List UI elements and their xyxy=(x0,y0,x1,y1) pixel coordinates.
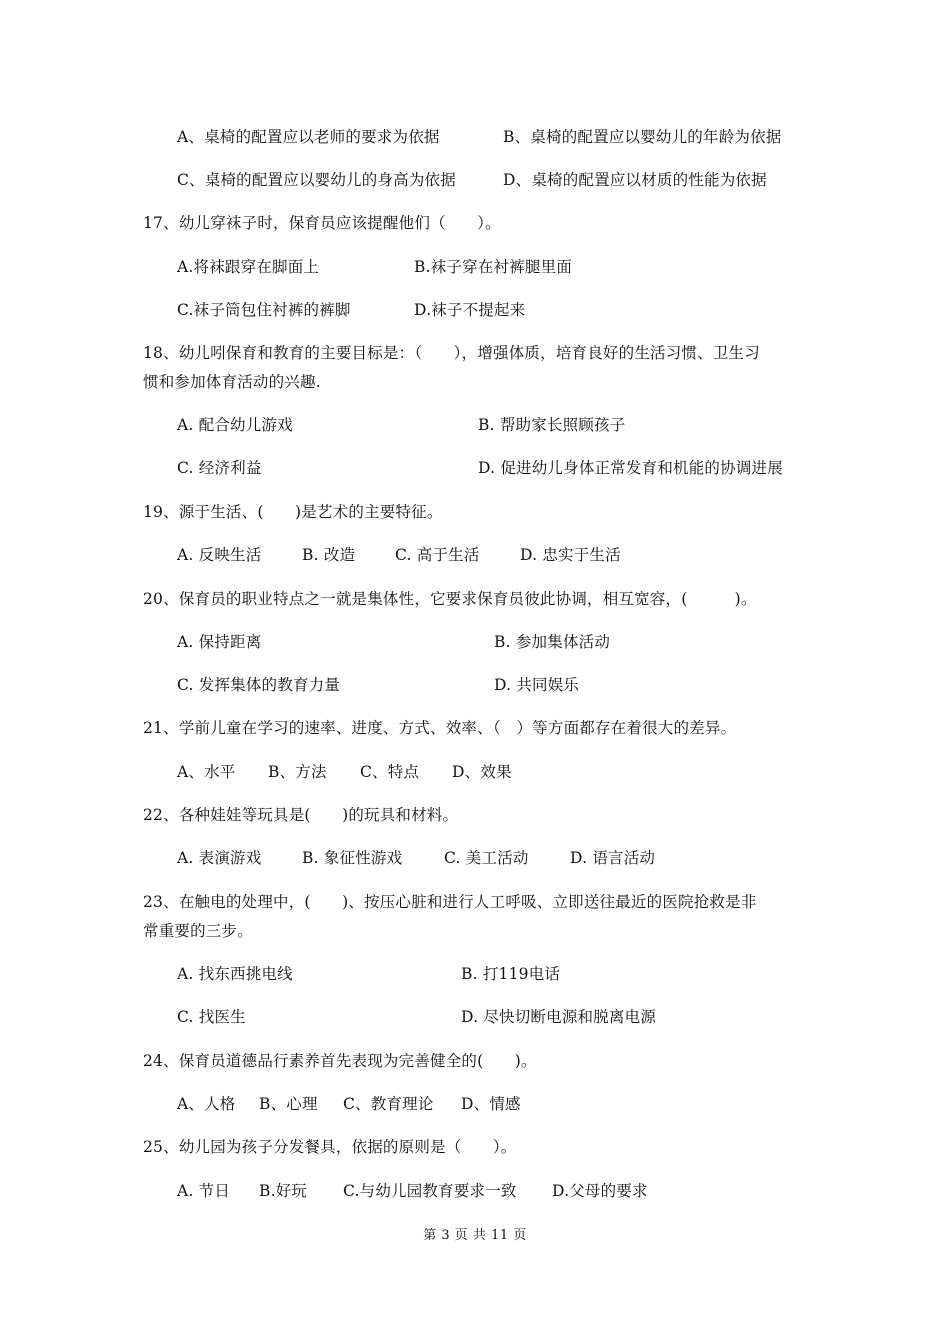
q18-option-a: A. 配合幼儿游戏 xyxy=(177,416,293,434)
q16-option-c: C、桌椅的配置应以婴幼儿的身高为依据 xyxy=(177,171,456,189)
q22-stem: 22、各种娃娃等玩具是( )的玩具和材料。 xyxy=(143,806,459,824)
q24-option-d: D、情感 xyxy=(461,1095,521,1113)
q18-stem-line1: 18、幼儿吲保育和教育的主要目标是：（ ），增强体质，培育良好的生活习惯、卫生习 xyxy=(143,344,760,362)
q24-stem: 24、保育员道德品行素养首先表现为完善健全的( )。 xyxy=(143,1052,537,1070)
q17-stem: 17、幼儿穿袜子时，保育员应该提醒他们（ ）。 xyxy=(143,214,501,232)
q20-stem: 20、保育员的职业特点之一就是集体性，它要求保育员彼此协调，相互宽容，( )。 xyxy=(143,590,757,608)
q20-option-b: B. 参加集体活动 xyxy=(494,633,611,651)
q19-option-d: D. 忠实于生活 xyxy=(520,546,621,564)
q22-option-d: D. 语言活动 xyxy=(570,849,656,867)
q23-stem-line1: 23、在触电的处理中，( )、按压心脏和进行人工呼吸、立即送往最近的医院抢救是非 xyxy=(143,893,757,911)
q25-option-a: A. 节日 xyxy=(177,1182,231,1200)
q17-option-d: D.袜子不提起来 xyxy=(414,301,526,319)
q25-stem: 25、幼儿园为孩子分发餐具，依据的原则是（ ）。 xyxy=(143,1138,517,1156)
q16-option-a: A、桌椅的配置应以老师的要求为依据 xyxy=(177,128,440,146)
q17-option-b: B.袜子穿在衬裤腿里面 xyxy=(414,258,573,276)
q19-option-a: A. 反映生活 xyxy=(177,546,262,564)
q21-option-b: B、方法 xyxy=(268,763,327,781)
q23-stem-line2: 常重要的三步。 xyxy=(143,922,253,940)
q22-option-a: A. 表演游戏 xyxy=(177,849,262,867)
q23-option-d: D. 尽快切断电源和脱离电源 xyxy=(461,1008,657,1026)
q21-option-c: C、特点 xyxy=(360,763,420,781)
q19-option-b: B. 改造 xyxy=(302,546,356,564)
q20-option-a: A. 保持距离 xyxy=(177,633,262,651)
q21-stem: 21、学前儿童在学习的速率、进度、方式、效率、（ ）等方面都存在着很大的差异。 xyxy=(143,719,737,737)
q17-option-a: A.将袜跟穿在脚面上 xyxy=(177,258,320,276)
q18-stem-line2: 惯和参加体育活动的兴趣. xyxy=(143,373,321,391)
q21-option-d: D、效果 xyxy=(452,763,512,781)
q18-option-c: C. 经济利益 xyxy=(177,459,262,477)
q23-option-c: C. 找医生 xyxy=(177,1008,246,1026)
q24-option-b: B、心理 xyxy=(259,1095,318,1113)
q24-option-c: C、教育理论 xyxy=(343,1095,434,1113)
q19-option-c: C. 高于生活 xyxy=(395,546,480,564)
q19-stem: 19、源于生活、( )是艺术的主要特征。 xyxy=(143,503,443,521)
q25-option-b: B.好玩 xyxy=(259,1182,308,1200)
q23-option-a: A. 找东西挑电线 xyxy=(177,965,293,983)
q22-option-c: C. 美工活动 xyxy=(444,849,529,867)
q18-option-b: B. 帮助家长照顾孩子 xyxy=(478,416,626,434)
q17-option-c: C.袜子筒包住衬裤的裤脚 xyxy=(177,301,351,319)
q25-option-c: C.与幼儿园教育要求一致 xyxy=(343,1182,517,1200)
q24-option-a: A、人格 xyxy=(177,1095,236,1113)
q16-option-d: D、桌椅的配置应以材质的性能为依据 xyxy=(503,171,767,189)
q22-option-b: B. 象征性游戏 xyxy=(302,849,403,867)
q23-option-b: B. 打119电话 xyxy=(461,965,561,983)
q18-option-d: D. 促进幼儿身体正常发育和机能的协调进展 xyxy=(478,459,783,477)
page-number-footer: 第 3 页 共 11 页 xyxy=(423,1228,527,1243)
q20-option-c: C. 发挥集体的教育力量 xyxy=(177,676,341,694)
q20-option-d: D. 共同娱乐 xyxy=(494,676,580,694)
q16-option-b: B、桌椅的配置应以婴幼儿的年龄为依据 xyxy=(503,128,782,146)
q21-option-a: A、水平 xyxy=(177,763,236,781)
q25-option-d: D.父母的要求 xyxy=(552,1182,648,1200)
